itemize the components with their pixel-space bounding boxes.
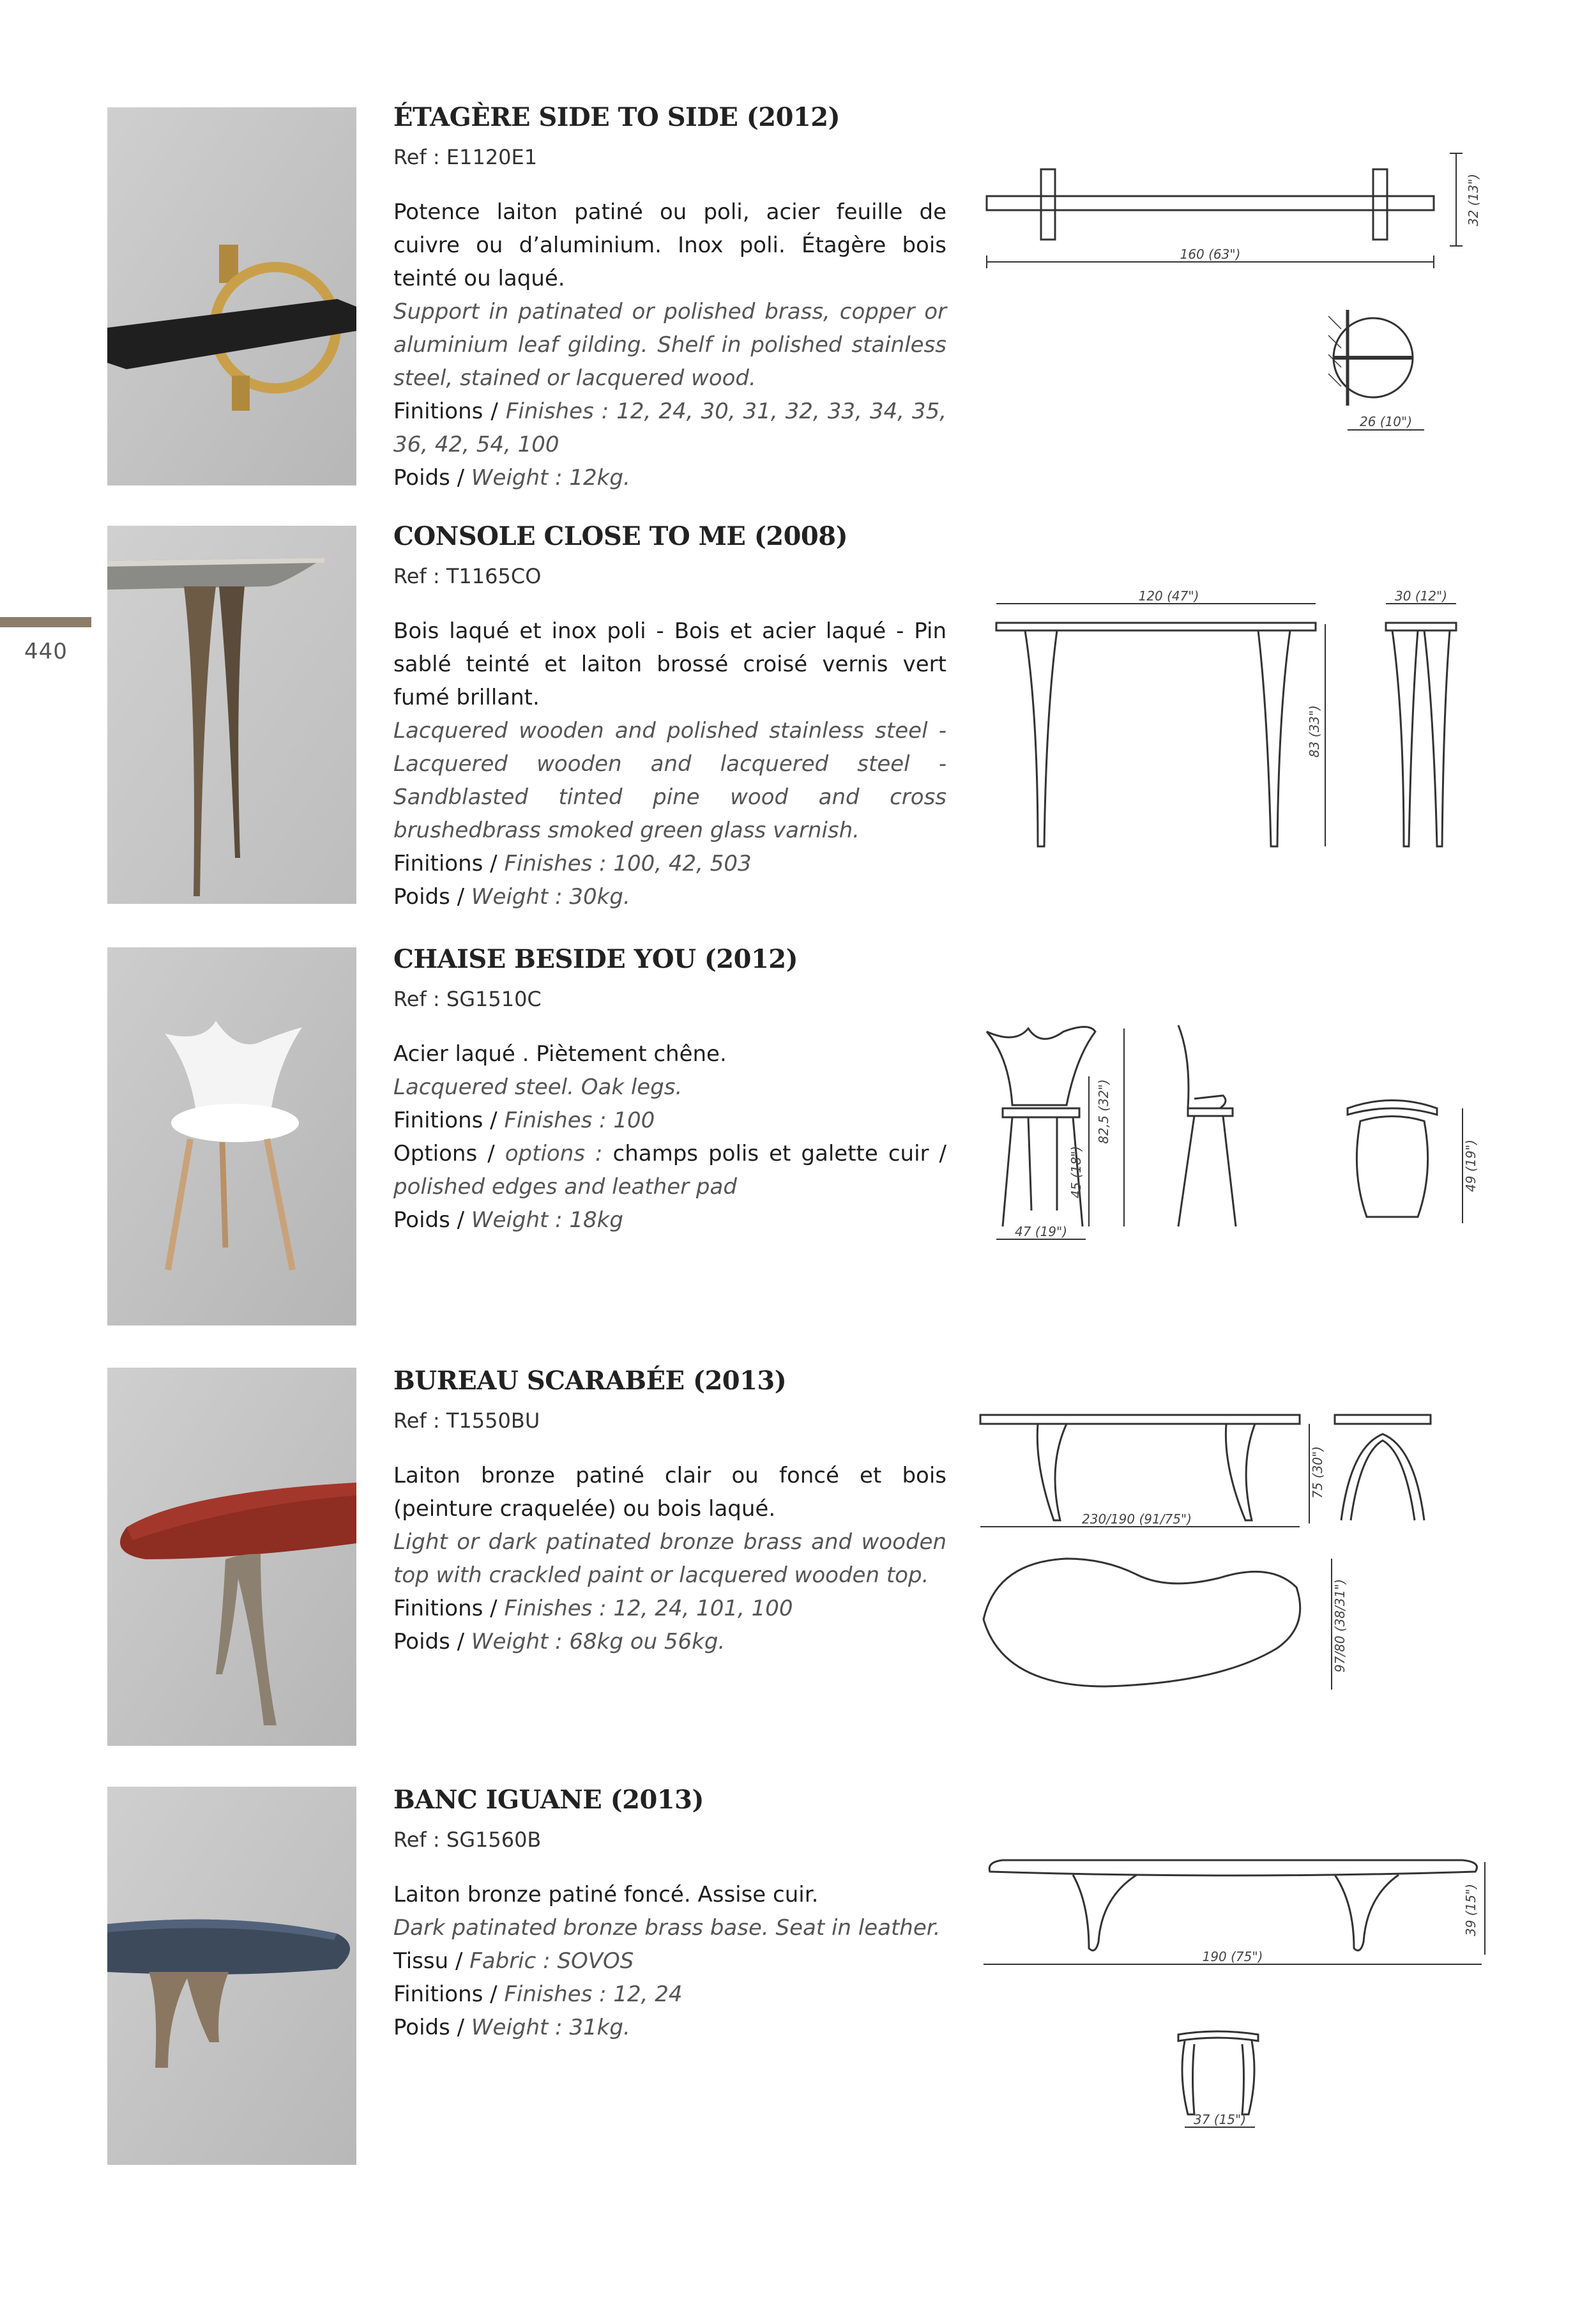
weight-line [393,1203,946,1237]
product-ref: Ref : T1165CO [393,564,542,588]
product-info-console [393,521,946,913]
dim-depth: 26 (10") [1359,414,1413,429]
finishes-value: Finishes : 100, 42, 503 [504,851,752,876]
weight-value: Weight : 30kg. [471,884,630,910]
product-description [393,1878,946,2044]
description-fr: Bois laqué et inox poli - Bois et acier laqué - Pin sablé teinté et laiton brossé croisé vernis vert fumé brillant. [393,618,946,710]
options-en: polished edges and leather pad [393,1174,737,1200]
weight-value: Weight : 31kg. [471,2015,630,2040]
dim-depth: 49 (19") [1463,1139,1478,1193]
description-fr: Laiton bronze patiné clair ou foncé et bois (peinture craquelée) ou bois laqué. [393,1463,946,1522]
description-en: Lacquered steel. Oak legs. [393,1074,683,1100]
product-description [393,1459,946,1658]
page-margin-marker [0,617,91,627]
finishes-label: Finitions / [393,851,505,876]
options-fr: champs polis et galette cuir / [612,1141,946,1166]
fabric-label: Tissu / [393,1948,470,1974]
product-description [393,1037,946,1237]
dim-height: 75 (30") [1310,1446,1325,1499]
finishes-value: Finishes : 12, 24 [504,1982,683,2007]
description-en: Light or dark patinated bronze brass and wooden top with crackled paint or lacquered wooden top. [393,1529,946,1588]
description-fr: Potence laiton patiné ou poli, acier feuille de cuivre ou d’aluminium. Inox poli. Étagère bois teinté ou laqué. [393,199,946,291]
dim-depth: 30 (12") [1394,588,1448,604]
weight-label: Poids / [393,465,471,491]
description-en: Support in patinated or polished brass, copper or aluminium leaf gilding. Shelf in polished stainless steel, stained or lacquered wood. [393,299,946,391]
dim-depth: 37 (15") [1193,2112,1247,2127]
weight-line [393,461,946,494]
product-info-bureau [393,1366,946,1658]
finishes-label: Finitions / [393,1108,505,1133]
finishes-value: Finishes : 100 [504,1108,655,1133]
description-en: Dark patinated bronze brass base. Seat in leather. [393,1915,941,1941]
technical-drawing-banc [977,1846,1488,2146]
product-title: BANC IGUANE (2013) [393,1785,704,1815]
weight-line [393,1625,946,1658]
product-ref: Ref : SG1510C [393,987,542,1011]
finishes-value: Finishes : 12, 24, 101, 100 [504,1596,793,1621]
dim-depth: 97/80 (38/31") [1332,1578,1348,1673]
product-title: BUREAU SCARABÉE (2013) [393,1366,787,1396]
product-title: CHAISE BESIDE YOU (2012) [393,944,798,974]
fabric-line [393,1944,946,1978]
finishes-line [393,1592,946,1625]
weight-value: Weight : 68kg ou 56kg. [471,1629,726,1654]
fabric-value: Fabric : SOVOS [469,1948,634,1974]
weight-label: Poids / [393,1207,471,1233]
product-info-banc [393,1785,946,2044]
finishes-value: Finishes : 12, 24, 30, 31, 32, 33, 34, 35, 36, 42, 54, 100 [393,399,947,457]
product-info-etagere [393,102,946,494]
dim-length: 230/190 (91/75") [1082,1511,1192,1527]
product-ref: Ref : SG1560B [393,1828,542,1852]
technical-drawing-chaise [977,1019,1488,1255]
dim-height: 83 (33") [1307,705,1322,758]
finishes-line [393,1978,946,2011]
product-photo-etagere [107,107,356,485]
product-photo-banc [107,1787,356,2165]
product-title: ÉTAGÈRE SIDE TO SIDE (2012) [393,102,840,132]
finishes-line [393,395,946,461]
weight-value: Weight : 18kg [471,1207,623,1233]
description-fr: Laiton bronze patiné foncé. Assise cuir. [393,1882,819,1907]
product-description [393,195,946,494]
finishes-line [393,1104,946,1137]
product-ref: Ref : T1550BU [393,1409,540,1433]
product-info-chaise [393,944,946,1237]
page-number: 440 [24,639,68,664]
dim-length: 190 (75") [1202,1949,1263,1964]
chaise-photo-illustration [107,947,356,1325]
weight-line [393,2011,946,2044]
technical-drawing-etagere [977,137,1488,444]
bureau-photo-illustration [107,1368,356,1746]
technical-drawing-bureau [977,1409,1488,1715]
options-label: Options / [393,1141,505,1166]
dim-width: 47 (19") [1014,1224,1068,1239]
finishes-label: Finitions / [393,1982,505,2007]
console-photo-illustration [107,526,356,904]
product-description [393,615,946,913]
finishes-label: Finitions / [393,1596,505,1621]
dim-length: 120 (47") [1138,588,1199,604]
weight-label: Poids / [393,1629,471,1654]
etagere-photo-illustration [107,107,356,485]
product-photo-console [107,526,356,904]
product-photo-bureau [107,1368,356,1746]
technical-drawing-console [977,584,1488,859]
options-line [393,1137,946,1203]
product-photo-chaise [107,947,356,1325]
weight-value: Weight : 12kg. [471,465,630,491]
dim-height: 39 (15") [1463,1883,1478,1937]
product-ref: Ref : E1120E1 [393,145,538,169]
product-title: CONSOLE CLOSE TO ME (2008) [393,521,848,551]
weight-line [393,880,946,913]
options-en-label: options : [505,1141,613,1166]
dim-length: 160 (63") [1180,247,1241,262]
dim-height: 32 (13") [1466,173,1481,227]
dim-seat-height: 45 (18") [1068,1145,1084,1199]
finishes-label: Finitions / [393,399,506,424]
dim-height: 82,5 (32") [1096,1079,1111,1144]
weight-label: Poids / [393,2015,471,2040]
weight-label: Poids / [393,884,471,910]
finishes-line [393,847,946,880]
description-en: Lacquered wooden and polished stainless steel - Lacquered wooden and lacquered steel - Sandblasted tinted pine wood and cross brushedbrass smoked green glass varnish. [393,718,946,843]
banc-photo-illustration [107,1787,356,2165]
description-fr: Acier laqué . Piètement chêne. [393,1041,727,1067]
